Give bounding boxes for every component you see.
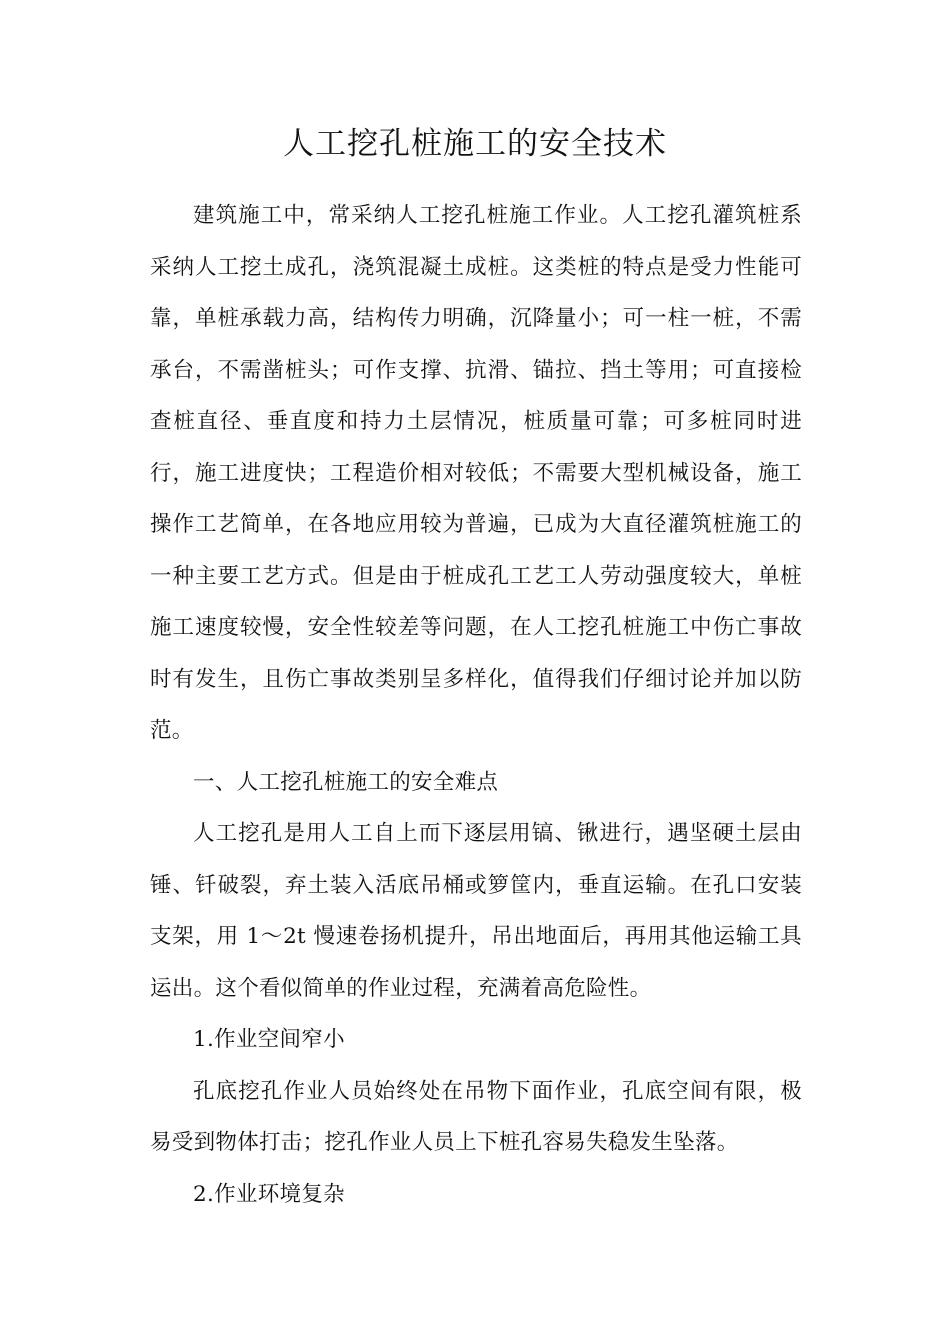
section-heading-safety-difficulties: 一、人工挖孔桩施工的安全难点 — [193, 769, 499, 795]
paragraph-process: 人工挖孔是用人工自上而下逐层用镐、锹进行，遇坚硬土层由锤、钎破裂，弃土装入活底吊桶或箩筐内，垂直运输。在孔口安装支架，用 1～2t 慢速卷扬机提升，吊出地面后，再用其他运输工具运出。这个看似简单的作业过程，充满着高危险性。 — [150, 821, 802, 1001]
paragraph-narrow-space: 孔底挖孔作业人员始终处在吊物下面作业，孔底空间有限，极易受到物体打击；挖孔作业人员上下桩孔容易失稳发生坠落。 — [150, 1078, 802, 1155]
document-title: 人工挖孔桩施工的安全技术 — [283, 126, 667, 162]
subheading-narrow-space: 1.作业空间窄小 — [193, 1027, 345, 1052]
subheading-complex-environment: 2.作业环境复杂 — [193, 1181, 345, 1207]
paragraph-intro: 建筑施工中，常采纳人工挖孔桩施工作业。人工挖孔灌筑桩系采纳人工挖土成孔，浇筑混凝土成桩。这类桩的特点是受力性能可靠，单桩承载力高，结构传力明确，沉降量小；可一柱一桩，不需承台，不需凿桩头；可作支撑、抗滑、锚拉、挡土等用；可直接检查桩直径、垂直度和持力土层情况，桩质量可靠；可多桩同时进行，施工进度快；工程造价相对较低；不需要大型机械设备，施工操作工艺简单，在各地应用较为普遍，已成为大直径灌筑桩施工的一种主要工艺方式。但是由于桩成孔工艺工人劳动强度较大，单桩施工速度较慢，安全性较差等问题，在人工挖孔桩施工中伤亡事故时有发生，且伤亡事故类别呈多样化，值得我们仔细讨论并加以防范。 — [150, 203, 802, 743]
document-body — [150, 190, 802, 1220]
